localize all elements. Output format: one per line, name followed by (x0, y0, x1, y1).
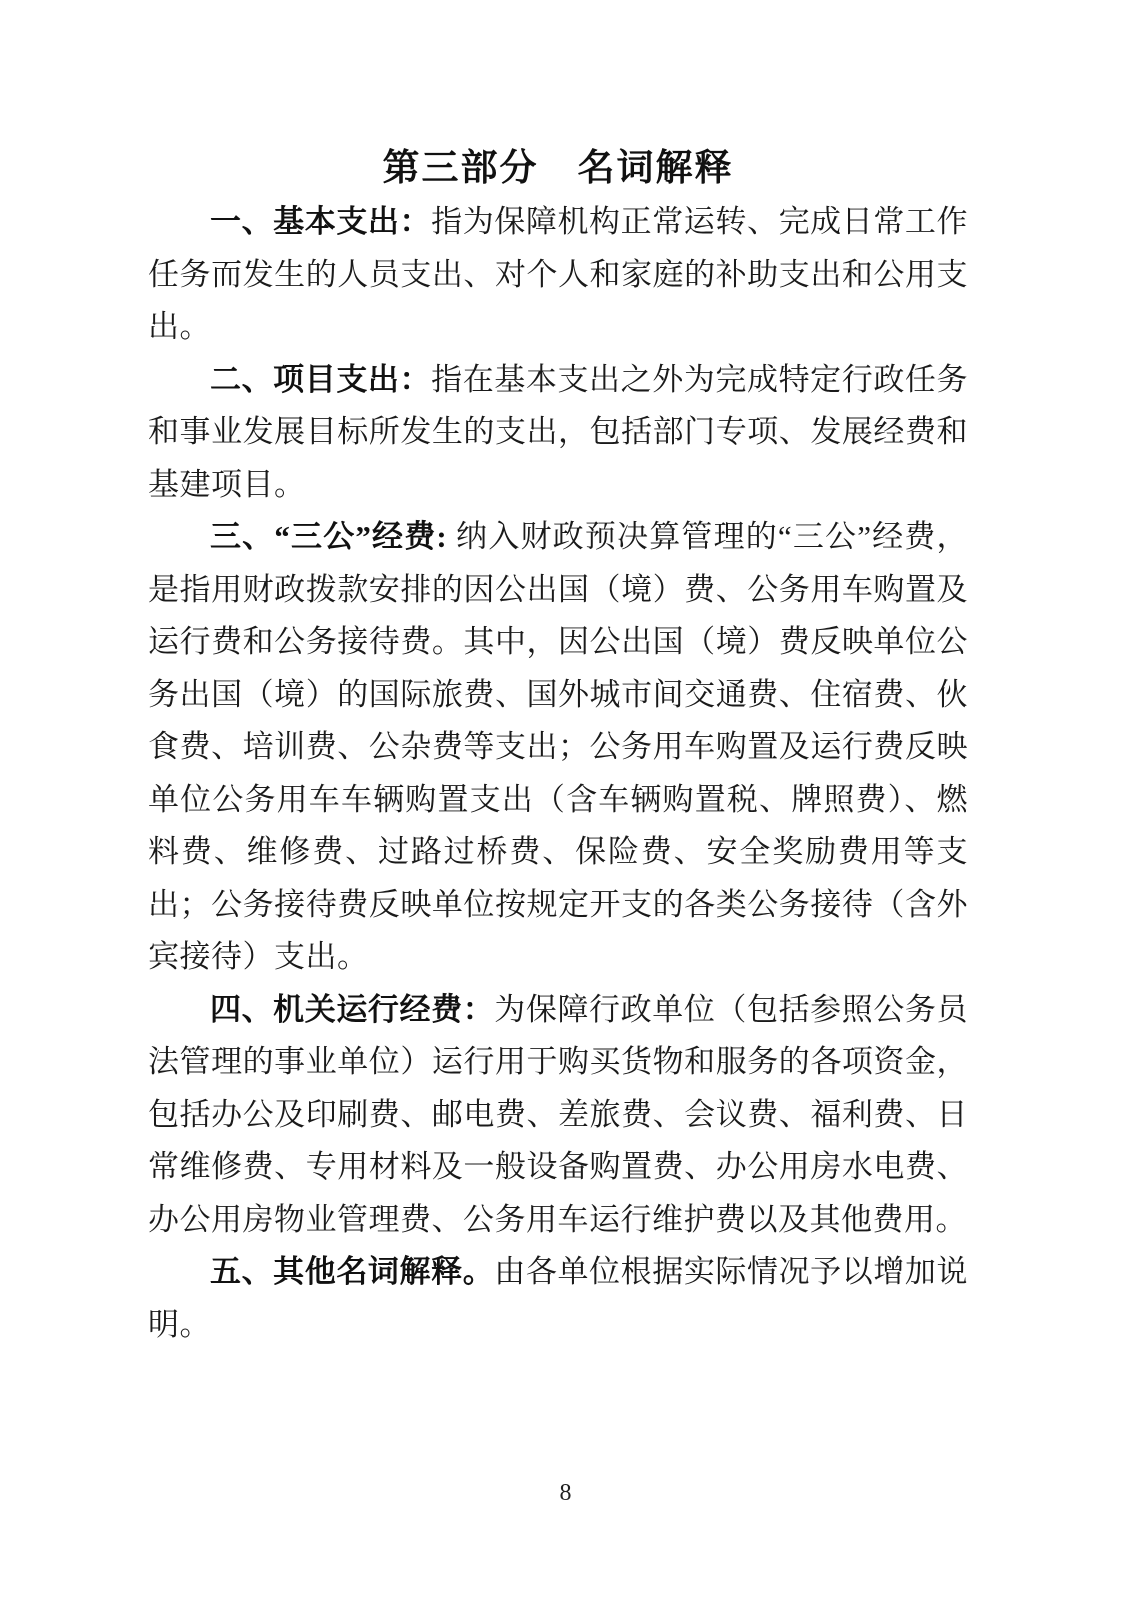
term-label-agency-operating-funds: 四、机关运行经费： (210, 991, 495, 1027)
paragraph-agency-operating-funds (148, 984, 968, 1247)
section-title: 第三部分 名词解释 (382, 147, 734, 188)
term-label-other-terms: 五、其他名词解释。 (210, 1254, 495, 1289)
term-definition-three-public-funds: 纳入财政预决算管理的“三公”经费，是指用财政拨款安排的因公出国（境）费、公务用车购置及运行费和公务接待费。其中，因公出国（境）费反映单位公务出国（境）的国际旅费、国外城市间交通费、住宿费、伙食费、培训费、公杂费等支出；公务用车购置及运行费反映单位公务用车车辆购置支出（含车辆购置税、牌照费）、燃料费、维修费、过路过桥费、保险费、安全奖励费用等支出；公务接待费反映单位按规定开支的各类公务接待（含外宾接待）支出。 (148, 519, 968, 974)
paragraph-other-terms (148, 1246, 968, 1351)
term-definition-basic-expenditure: 指为保障机构正常运转、完成日常工作任务而发生的人员支出、对个人和家庭的补助支出和公用支出。 (148, 204, 968, 344)
paragraph-basic-expenditure (148, 196, 968, 354)
term-label-project-expenditure: 二、项目支出： (210, 361, 432, 397)
paragraph-project-expenditure (148, 354, 968, 512)
term-definition-other-terms: 由各单位根据实际情况予以增加说明。 (148, 1254, 969, 1342)
term-label-three-public-funds: 三、“三公”经费: (210, 519, 448, 554)
term-label-basic-expenditure: 一、基本支出： (210, 204, 432, 239)
paragraph-three-public-funds (148, 511, 968, 984)
term-definition-agency-operating-funds: 为保障行政单位（包括参照公务员法管理的事业单位）运行用于购买货物和服务的各项资金，包括办公及印刷费、邮电费、差旅费、会议费、福利费、日常维修费、专用材料及一般设备购置费、办公用房水电费、办公用房物业管理费、公务用车运行维护费以及其他费用。 (148, 991, 969, 1237)
document-content (148, 140, 968, 1351)
page-number: 8 (559, 1480, 572, 1506)
term-definition-project-expenditure: 指在基本支出之外为完成特定行政任务和事业发展目标所发生的支出，包括部门专项、发展经费和基建项目。 (148, 361, 968, 502)
